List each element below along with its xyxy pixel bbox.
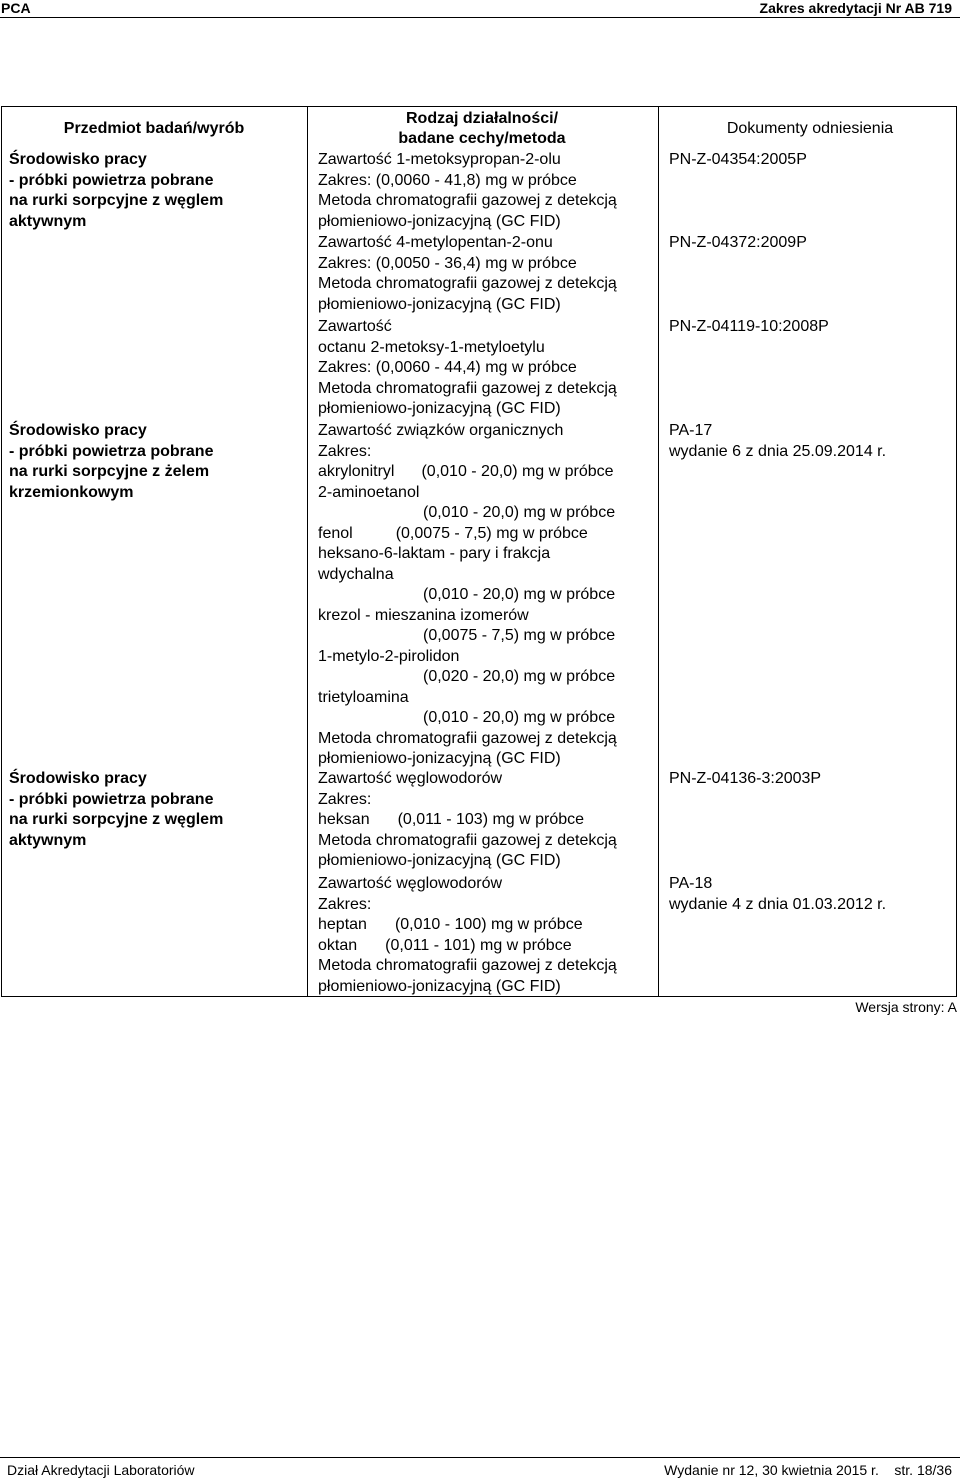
subject-line: na rurki sorpcyjne z węglem: [9, 811, 224, 828]
compound-range: (0,0075 - 7,5) mg w próbce: [423, 627, 616, 644]
range-row: [318, 810, 663, 831]
method-line: płomieniowo-jonizacyjną (GC FID): [318, 295, 561, 313]
footer-edition-page: Wydanie nr 12, 30 kwietnia 2015 r. str. 18/36: [664, 1462, 952, 1478]
compound-range: (0,010 - 20,0) mg w próbce: [423, 504, 616, 521]
method-line: Zakres:: [318, 442, 372, 460]
document-ref: PA-18: [669, 875, 713, 892]
subject-line: aktywnym: [9, 212, 87, 230]
method-line: octanu 2-metoksy-1-metyloetylu: [318, 338, 545, 356]
subject-line: Środowisko pracy: [9, 770, 147, 787]
subject-line: - próbki powietrza pobrane: [9, 442, 214, 460]
compound-name: 2-aminoetanol: [318, 483, 420, 501]
range-row: [318, 524, 663, 545]
document-2: [669, 233, 954, 254]
subject-line: aktywnym: [9, 831, 87, 849]
compound-range: (0,020 - 20,0) mg w próbce: [423, 668, 616, 685]
compound-name: wdychalna: [318, 565, 394, 583]
compound-name: heksano-6-laktam - pary i frakcja: [318, 545, 551, 562]
method-line: płomieniowo-jonizacyjną (GC FID): [318, 400, 561, 417]
subject-line: krzemionkowym: [9, 483, 134, 501]
page-version: Wersja strony: A: [855, 999, 957, 1015]
method-line: płomieniowo-jonizacyjną (GC FID): [318, 977, 561, 995]
method-3: [318, 317, 663, 420]
method-line: Zakres:: [318, 790, 372, 808]
method-line: płomieniowo-jonizacyjną (GC FID): [318, 212, 561, 230]
compound-range: (0,011 - 101) mg w próbce: [385, 936, 572, 954]
method-6: [318, 874, 663, 997]
method-line: Zakres: (0,0060 - 44,4) mg w próbce: [318, 359, 577, 376]
method-1: [318, 150, 663, 232]
header-subject: Przedmiot badań/wyrób: [63, 120, 245, 137]
subject-line: Środowisko pracy: [9, 151, 147, 168]
column-divider-1: [307, 106, 308, 997]
compound-name: akrylonitryl: [318, 463, 395, 480]
document-ref: PA-17: [669, 422, 713, 439]
document-1: [669, 150, 954, 171]
method-line: Zawartość związków organicznych: [318, 422, 564, 439]
document-4: [669, 421, 954, 462]
compound-name: trietyloamina: [318, 688, 409, 706]
document-ref: PN-Z-04136-3:2003P: [669, 770, 822, 787]
method-5: [318, 769, 663, 872]
method-line: Metoda chromatografii gazowej z detekcją: [318, 729, 617, 747]
footer-divider: [0, 1457, 960, 1458]
subject-line: - próbki powietrza pobrane: [9, 790, 214, 808]
method-4: [318, 421, 663, 770]
compound-name: heptan: [318, 916, 367, 933]
page-header: [0, 0, 960, 18]
header-activity-line1: Rodzaj działalności/: [405, 110, 559, 127]
header-documents: Dokumenty odniesienia: [726, 120, 894, 137]
page-footer: [0, 1457, 960, 1482]
document-3: [669, 317, 954, 338]
method-line: Zawartość 4-metylopentan-2-onu: [318, 234, 553, 251]
header-divider: [0, 17, 960, 18]
header-activity-line2: badane cechy/metoda: [398, 130, 566, 147]
compound-range: (0,010 - 20,0) mg w próbce: [421, 463, 614, 480]
method-line: płomieniowo-jonizacyjną (GC FID): [318, 852, 561, 869]
method-line: Zakres: (0,0060 - 41,8) mg w próbce: [318, 171, 577, 189]
compound-range: (0,011 - 103) mg w próbce: [397, 811, 585, 828]
subject-2: [9, 421, 299, 503]
subject-line: na rurki sorpcyjne z żelem: [9, 463, 210, 480]
method-line: Zawartość węglowodorów: [318, 770, 503, 787]
footer-department: Dział Akredytacji Laboratoriów: [7, 1462, 195, 1478]
method-line: Zawartość węglowodorów: [318, 875, 503, 892]
document-5: [669, 769, 954, 790]
subject-1: [9, 150, 299, 232]
method-line: Zawartość: [318, 318, 392, 335]
compound-name: fenol: [318, 524, 353, 542]
method-line: płomieniowo-jonizacyjną (GC FID): [318, 750, 561, 767]
document-edition: wydanie 6 z dnia 25.09.2014 r.: [669, 442, 887, 460]
compound-name: oktan: [318, 936, 358, 954]
method-line: Metoda chromatografii gazowej z detekcją: [318, 957, 617, 974]
subject-line: - próbki powietrza pobrane: [9, 171, 214, 189]
range-row: [318, 936, 663, 957]
compound-range: (0,010 - 100) mg w próbce: [394, 916, 583, 933]
document-ref: PN-Z-04119-10:2008P: [669, 318, 829, 335]
method-line: Zakres: (0,0050 - 36,4) mg w próbce: [318, 254, 577, 272]
compound-name: krezol - mieszanina izomerów: [318, 606, 529, 624]
document-ref: PN-Z-04354:2005P: [669, 151, 807, 168]
method-line: Metoda chromatografii gazowej z detekcją: [318, 192, 617, 209]
header-activity: [312, 109, 652, 149]
subject-line: na rurki sorpcyjne z węglem: [9, 192, 224, 209]
compound-range: (0,010 - 20,0) mg w próbce: [423, 709, 616, 726]
range-row: [318, 462, 663, 483]
document-6: [669, 874, 954, 915]
method-line: Zakres:: [318, 895, 372, 913]
method-line: Zawartość 1-metoksypropan-2-olu: [318, 151, 561, 168]
subject-line: Środowisko pracy: [9, 422, 147, 439]
header-org: PCA: [1, 0, 31, 16]
range-row: [318, 915, 663, 936]
compound-name: heksan: [318, 811, 370, 828]
compound-name: 1-metylo-2-pirolidon: [318, 647, 460, 665]
document-edition: wydanie 4 z dnia 01.03.2012 r.: [669, 895, 887, 913]
header-scope-title: Zakres akredytacji Nr AB 719: [759, 0, 952, 16]
compound-range: (0,0075 - 7,5) mg w próbce: [395, 524, 588, 542]
document-ref: PN-Z-04372:2009P: [669, 234, 807, 251]
method-line: Metoda chromatografii gazowej z detekcją: [318, 275, 617, 292]
method-2: [318, 233, 663, 315]
method-line: Metoda chromatografii gazowej z detekcją: [318, 831, 617, 849]
subject-3: [9, 769, 299, 851]
compound-range: (0,010 - 20,0) mg w próbce: [423, 586, 616, 603]
method-line: Metoda chromatografii gazowej z detekcją: [318, 379, 617, 397]
